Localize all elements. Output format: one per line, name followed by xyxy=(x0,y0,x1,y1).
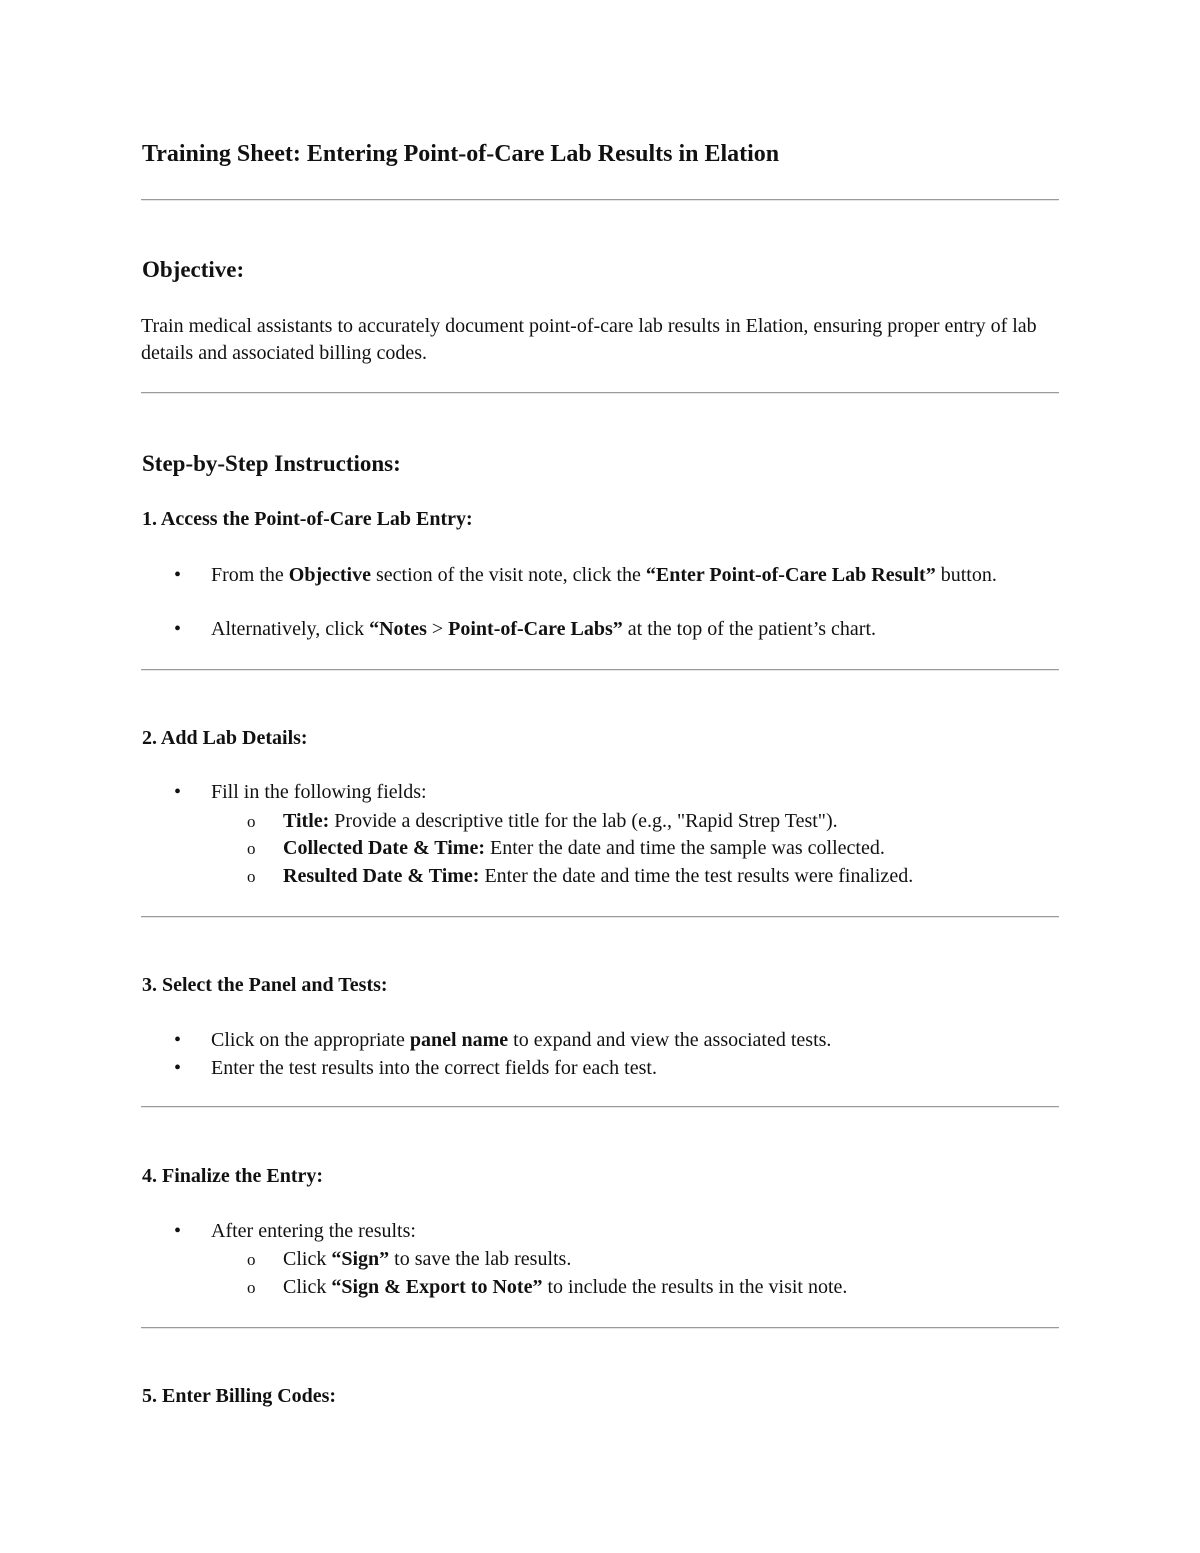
bullet-icon: • xyxy=(174,564,182,586)
step1-bullet-1: From the Objective section of the visit note, click the “Enter Point-of-Care Lab Result” button. xyxy=(211,564,997,586)
sub-bullet-icon: o xyxy=(247,1278,256,1297)
divider xyxy=(141,669,1059,671)
objective-text: Train medical assistants to accurately document point-of-care lab results in Elation, ensuring proper entry of lab details and associated billing codes. xyxy=(141,315,1037,364)
bullet-icon: • xyxy=(174,1057,182,1079)
sub-bullet-icon: o xyxy=(247,1250,256,1269)
sub-bullet-icon: o xyxy=(247,812,256,831)
step4-bullet-1: After entering the results: xyxy=(211,1220,416,1242)
step5-heading: 5. Enter Billing Codes: xyxy=(142,1385,337,1407)
step1-heading: 1. Access the Point-of-Care Lab Entry: xyxy=(142,508,473,530)
step1-bullet-2: Alternatively, click “Notes > Point-of-Care Labs” at the top of the patient’s chart. xyxy=(211,618,877,640)
divider xyxy=(141,199,1059,201)
step3-bullet-2: Enter the test results into the correct fields for each test. xyxy=(211,1057,657,1079)
step2-field-collected: Collected Date & Time: Enter the date and time the sample was collected. xyxy=(283,837,885,859)
instructions-heading: Step-by-Step Instructions: xyxy=(142,451,401,476)
divider xyxy=(141,1327,1059,1329)
bullet-icon: • xyxy=(174,1029,182,1051)
step2-heading: 2. Add Lab Details: xyxy=(142,727,308,749)
step2-field-resulted: Resulted Date & Time: Enter the date and time the test results were finalized. xyxy=(283,865,914,887)
divider xyxy=(141,1106,1059,1108)
step4-sub-2: Click “Sign & Export to Note” to include the results in the visit note. xyxy=(283,1276,848,1298)
bullet-icon: • xyxy=(174,781,182,803)
step2-bullet-1: Fill in the following fields: xyxy=(211,781,427,803)
document-title: Training Sheet: Entering Point-of-Care Lab Results in Elation xyxy=(142,141,780,167)
step3-bullet-1: Click on the appropriate panel name to expand and view the associated tests. xyxy=(211,1029,832,1051)
step2-field-title: Title: Provide a descriptive title for the lab (e.g., "Rapid Strep Test"). xyxy=(283,810,838,832)
bullet-icon: • xyxy=(174,618,182,640)
sub-bullet-icon: o xyxy=(247,867,256,886)
step4-heading: 4. Finalize the Entry: xyxy=(142,1165,324,1187)
bullet-icon: • xyxy=(174,1220,182,1242)
objective-heading: Objective: xyxy=(142,257,245,282)
step3-heading: 3. Select the Panel and Tests: xyxy=(142,974,388,996)
divider xyxy=(141,392,1059,394)
divider xyxy=(141,916,1059,918)
sub-bullet-icon: o xyxy=(247,839,256,858)
step4-sub-1: Click “Sign” to save the lab results. xyxy=(283,1248,572,1270)
